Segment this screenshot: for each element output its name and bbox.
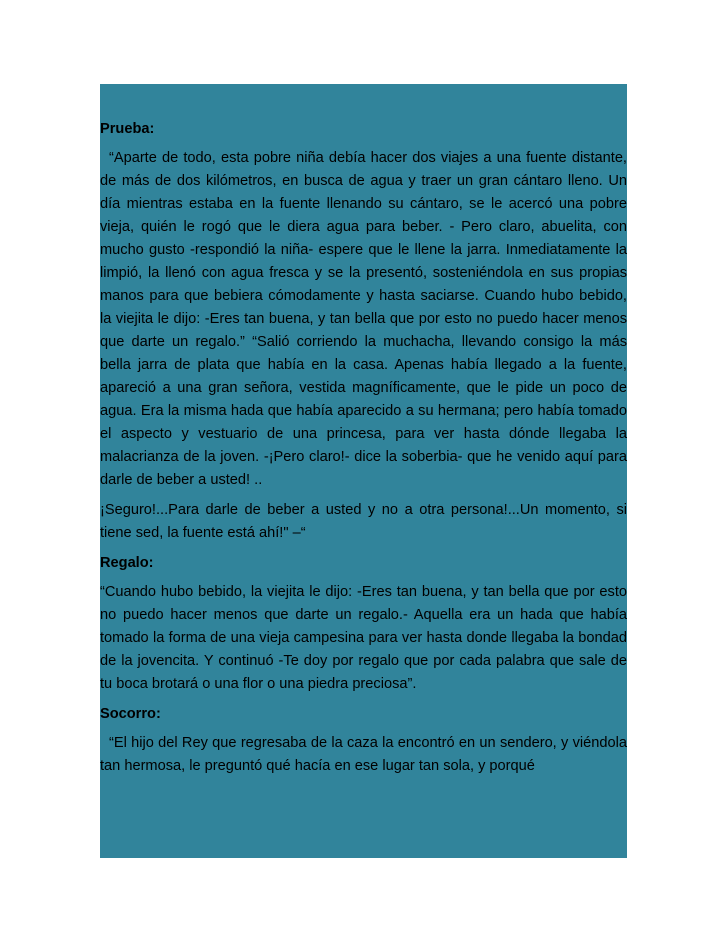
paragraph-socorro: “El hijo del Rey que regresaba de la caza la encontró en un sendero, y viéndola tan hermosa, le preguntó qué hacía en ese lugar tan sola, y porqué	[100, 735, 627, 774]
document-body	[100, 118, 627, 785]
paragraph-prueba-1: “Aparte de todo, esta pobre niña debía hacer dos viajes a una fuente distante, de más de dos kilómetros, en busca de agua y traer un gran cántaro lleno. Un día mientras estaba en la fuente llenando su cántaro, se le acercó una pobre vieja, quién le rogó que le diera agua para beber. - Pero claro, abuelita, con mucho gusto -respondió la niña- espere que le llene la jarra. Inmediatamente la limpió, la llenó con agua fresca y se la presentó, sosteniéndola en sus propias manos para que bebiera cómodamente y hasta saciarse. Cuando hubo bebido, la viejita le dijo: -Eres tan buena, y tan bella que por esto no puedo hacer menos que darte un regalo.” “Salió corriendo la muchacha, llevando consigo la más bella jarra de plata que había en la casa. Apenas había llegado a la fuente, apareció a una gran señora, vestida magníficamente, que le pide un poco de agua. Era la misma hada que había aparecido a su hermana; pero había tomado el aspecto y vestuario de una princesa, para ver hasta dónde llegaba la malacrianza de la joven. -¡Pero claro!- dice la soberbia- que he venido aquí para darle de beber a usted! ..	[100, 150, 627, 488]
heading-socorro: Socorro:	[100, 706, 161, 722]
paragraph-prueba-2: ¡Seguro!...Para darle de beber a usted y no a otra persona!...Un momento, si tiene sed, la fuente está ahí!" –“	[100, 502, 627, 541]
heading-regalo: Regalo:	[100, 555, 154, 571]
paragraph-regalo: “Cuando hubo bebido, la viejita le dijo: -Eres tan buena, y tan bella que por esto no puedo hacer menos que darte un regalo.- Aquella era un hada que había tomado la forma de una vieja campesina para ver hasta donde llegaba la bondad de la jovencita. Y continuó -Te doy por regalo que por cada palabra que sale de tu boca brotará o una flor o una piedra preciosa”.	[100, 584, 627, 692]
heading-prueba: Prueba:	[100, 121, 155, 137]
